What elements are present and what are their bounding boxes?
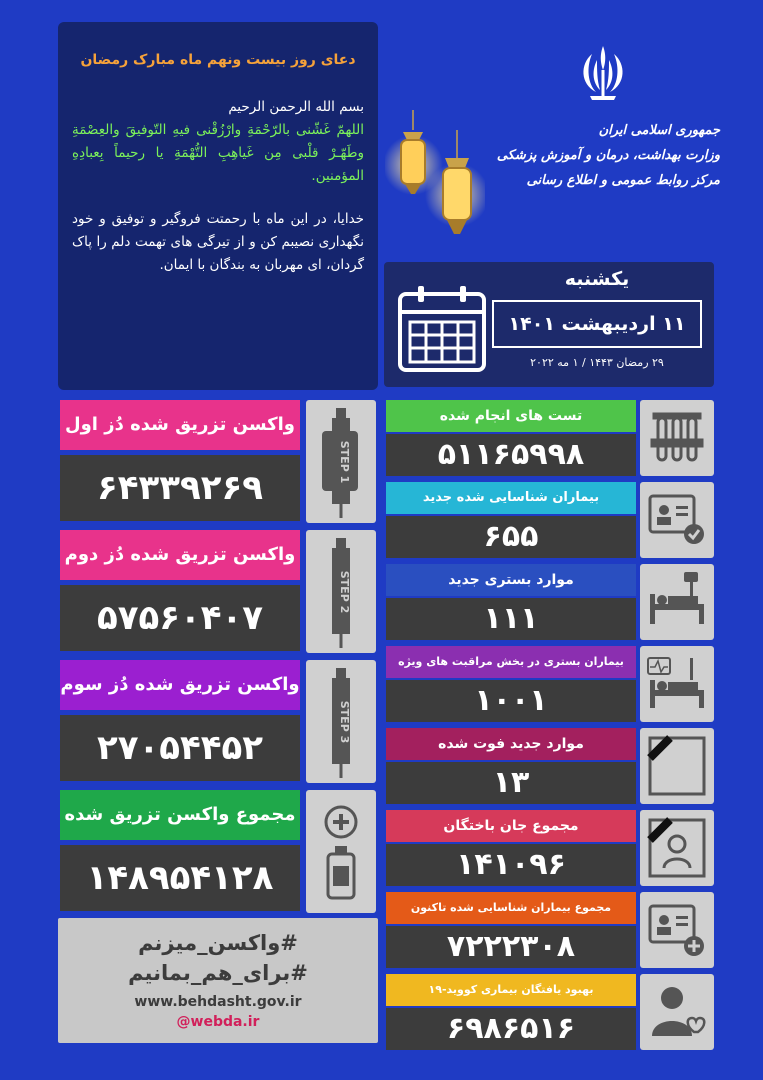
stat-row — [386, 810, 714, 888]
mourning-ribbon-icon — [640, 728, 714, 804]
ministry-header — [470, 118, 720, 193]
stat-value: ۶۵۵ — [386, 516, 636, 558]
date-panel — [384, 262, 714, 387]
deceased-person-icon — [640, 810, 714, 886]
stat-value: ۶۹۸۶۵۱۶ — [386, 1008, 636, 1050]
vaccine-dose2-row — [58, 530, 378, 655]
syringe-step1-icon — [306, 400, 376, 523]
stat-row — [386, 728, 714, 806]
stat-row — [386, 564, 714, 642]
vaccine-dose2-value: ۵۷۵۶۰۴۰۷ — [60, 585, 300, 651]
svg-text:STEP 2: STEP 2 — [338, 570, 351, 614]
svg-text:STEP 3: STEP 3 — [338, 700, 351, 744]
vaccine-total-label: مجموع واکسن تزریق شده — [60, 790, 300, 840]
stat-value: ۷۲۲۲۳۰۸ — [386, 926, 636, 968]
hospital-bed-icon — [640, 564, 714, 640]
iran-emblem-icon — [570, 40, 636, 106]
stat-row — [386, 482, 714, 560]
social-handle[interactable]: @webda.ir — [176, 1014, 260, 1030]
prayer-title: دعای روز بیست ونهم ماه مبارک رمضان — [80, 52, 356, 68]
ministry-name: وزارت بهداشت، درمان و آموزش پزشکی — [496, 148, 720, 163]
stat-value: ۱۰۰۱ — [386, 680, 636, 722]
stat-label: موارد جدید فوت شده — [386, 728, 636, 760]
stat-label: مجموع جان باختگان — [386, 810, 636, 842]
vaccine-dose1-label: واکسن تزریق شده دُز اول — [60, 400, 300, 450]
test-tubes-icon — [640, 400, 714, 476]
syringe-step2-icon — [306, 530, 376, 653]
stat-label: موارد بستری جدید — [386, 564, 636, 596]
patient-id-icon — [640, 482, 714, 558]
prayer-arabic-text — [72, 96, 364, 188]
prayer-basmala: بسم الله الرحمن الرحیم — [228, 99, 364, 115]
stat-value: ۵۱۱۶۵۹۹۸ — [386, 434, 636, 476]
svg-text:STEP 1: STEP 1 — [338, 440, 351, 484]
weekday: یکشنبه — [564, 268, 630, 290]
vaccine-dose1-row — [58, 400, 378, 525]
stat-label: بیماران شناسایی شده جدید — [386, 482, 636, 514]
vaccine-dose3-label: واکسن تزریق شده دُز سوم — [60, 660, 300, 710]
stat-label: تست های انجام شده — [386, 400, 636, 432]
prayer-farsi-text: خدایا، در این ماه با رحمتت فروگیر و توفیق و خود نگهداری نصیبم کن و از تیرگی های تهمت دلم را پاک گردان، ای مهربان به بندگان با ایمان. — [72, 211, 364, 273]
stat-row — [386, 974, 714, 1052]
lunar-gregorian-date: ۲۹ رمضان ۱۴۴۳ / ۱ مه ۲۰۲۲ — [530, 356, 664, 369]
stat-value: ۱۴۱۰۹۶ — [386, 844, 636, 886]
vaccine-dose2-label: واکسن تزریق شده دُز دوم — [60, 530, 300, 580]
hashtag-stay-for-each-other: #برای_هم_بمانیم — [128, 961, 308, 985]
website-link[interactable]: www.behdasht.gov.ir — [134, 994, 302, 1010]
vaccine-total-row — [58, 790, 378, 915]
icu-bed-icon — [640, 646, 714, 722]
stat-value: ۱۳ — [386, 762, 636, 804]
syringe-step3-icon — [306, 660, 376, 783]
country-name: جمهوری اسلامی ایران — [598, 123, 720, 138]
calendar-icon — [396, 284, 488, 374]
vaccine-vial-icon — [306, 790, 376, 913]
recovered-person-icon — [640, 974, 714, 1050]
stat-value: ۱۱۱ — [386, 598, 636, 640]
vaccine-dose3-value: ۲۷۰۵۴۴۵۲ — [60, 715, 300, 781]
vaccine-dose1-value: ۶۴۳۳۹۲۶۹ — [60, 455, 300, 521]
stat-row — [386, 646, 714, 724]
solar-date: ۱۱ اردیبهشت ۱۴۰۱ — [492, 300, 702, 348]
prayer-arabic-body: اللهمّ غَشّنی بالرّحْمَةِ وارْزُقْنی فیهِ التّوفیقَ والعِصْمَةِ وطَهّـرْ قلْبی مِن غَیاهِبِ التُّهْمَةِ یا رحیماً بِعبادِهِ المؤمنین. — [72, 122, 364, 184]
stat-label: بیماران بستری در بخش مراقبت های ویژه — [386, 646, 636, 678]
patient-id-plus-icon — [640, 892, 714, 968]
stat-label: بهبود یافتگان بیماری کووید-۱۹ — [386, 974, 636, 1006]
prayer-panel — [58, 22, 378, 390]
stat-label: مجموع بیماران شناسایی شده تاکنون — [386, 892, 636, 924]
department-name: مرکز روابط عمومی و اطلاع رسانی — [526, 173, 720, 188]
stat-row — [386, 400, 714, 478]
campaign-footer — [58, 918, 378, 1043]
vaccine-total-value: ۱۴۸۹۵۴۱۲۸ — [60, 845, 300, 911]
stat-row — [386, 892, 714, 970]
vaccine-dose3-row — [58, 660, 378, 785]
hashtag-vaccinate: #واکسن_میزنم — [138, 931, 298, 955]
